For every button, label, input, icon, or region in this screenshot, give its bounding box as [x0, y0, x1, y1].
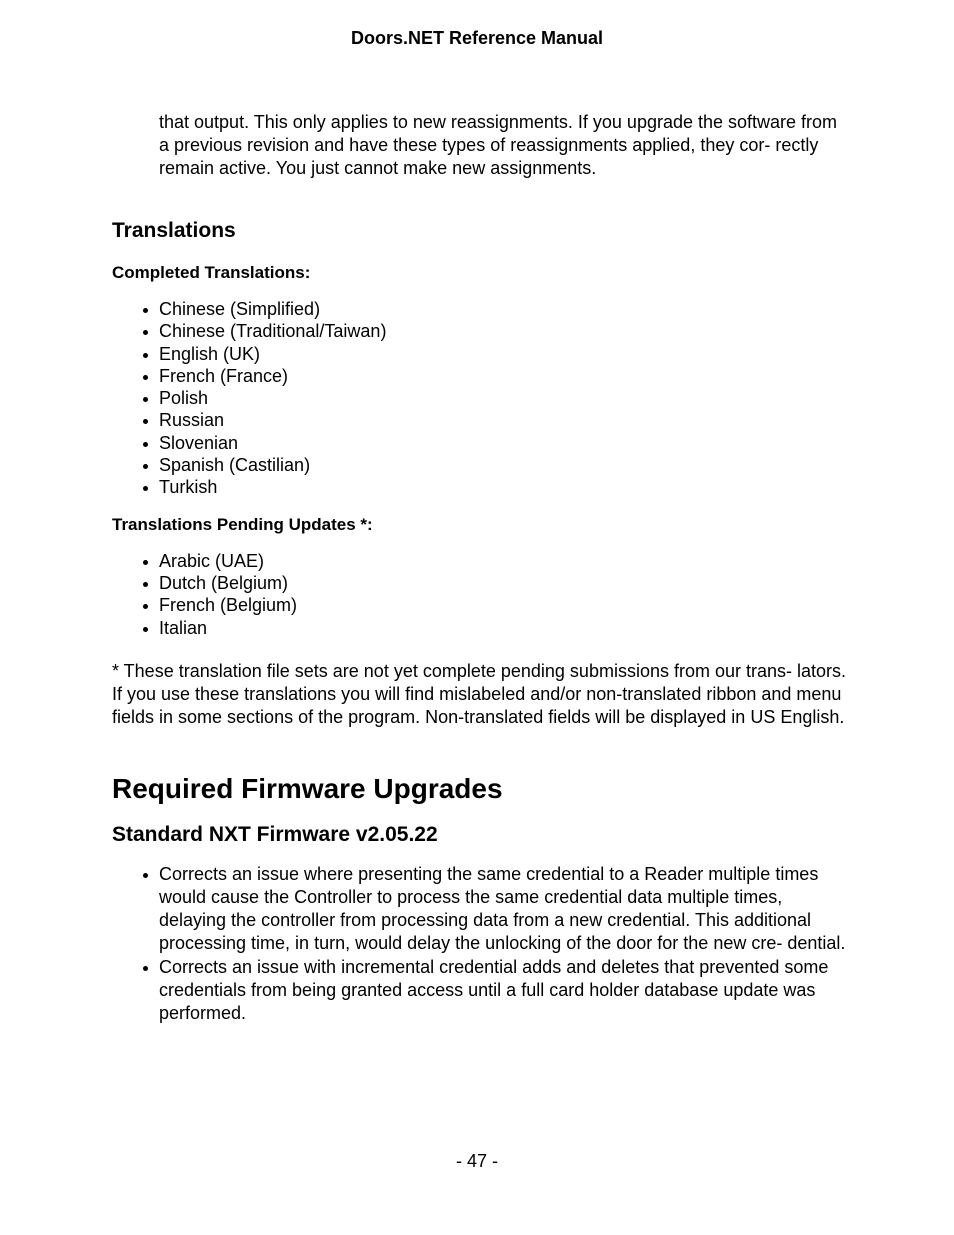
intro-paragraph: that output. This only applies to new reassignments. If you upgrade the software from a previous revision and have these types of reassignments applied, they cor- rectly remain active. You just cannot make new assignments. [159, 112, 838, 178]
firmware-list [112, 863, 847, 1025]
list-item: French (Belgium) [159, 594, 847, 616]
page-content [112, 111, 847, 1025]
running-header: Doors.NET Reference Manual [350, 28, 604, 48]
firmware-heading: Required Firmware Upgrades [112, 772, 503, 804]
pending-translations-heading: Translations Pending Updates *: [112, 514, 373, 534]
list-item: French (France) [159, 365, 847, 387]
list-item: Corrects an issue with incremental credential adds and deletes that prevented some credentials from being granted access until a full card holder database update was performed. [159, 956, 847, 1026]
list-item: Arabic (UAE) [159, 550, 847, 572]
completed-translations-list [112, 298, 847, 499]
list-item: Russian [159, 409, 847, 431]
list-item: Polish [159, 387, 847, 409]
list-item: English (UK) [159, 343, 847, 365]
list-item: Slovenian [159, 432, 847, 454]
translations-note: * These translation file sets are not yet complete pending submissions from our trans- lators. If you use these translations you will find mislabeled and/or non-translated ribbon and menu fields in some sections of the program. Non-translated fields will be displayed in US English. [112, 660, 847, 727]
pending-translations-list [112, 550, 847, 639]
list-item: Chinese (Traditional/Taiwan) [159, 320, 847, 342]
page-number: - 47 - [455, 1151, 498, 1171]
list-item: Chinese (Simplified) [159, 298, 847, 320]
list-item: Spanish (Castilian) [159, 454, 847, 476]
list-item: Italian [159, 617, 847, 639]
list-item: Turkish [159, 476, 847, 498]
list-item: Dutch (Belgium) [159, 572, 847, 594]
firmware-subheading: Standard NXT Firmware v2.05.22 [112, 822, 438, 846]
completed-translations-heading: Completed Translations: [112, 263, 311, 282]
translations-heading: Translations [112, 219, 236, 242]
list-item: Corrects an issue where presenting the same credential to a Reader multiple times would cause the Controller to process the same credential data multiple times, delaying the controller from processing data from a new credential. This additional processing time, in turn, would delay the unlocking of the door for the new cre- dential. [159, 863, 847, 956]
